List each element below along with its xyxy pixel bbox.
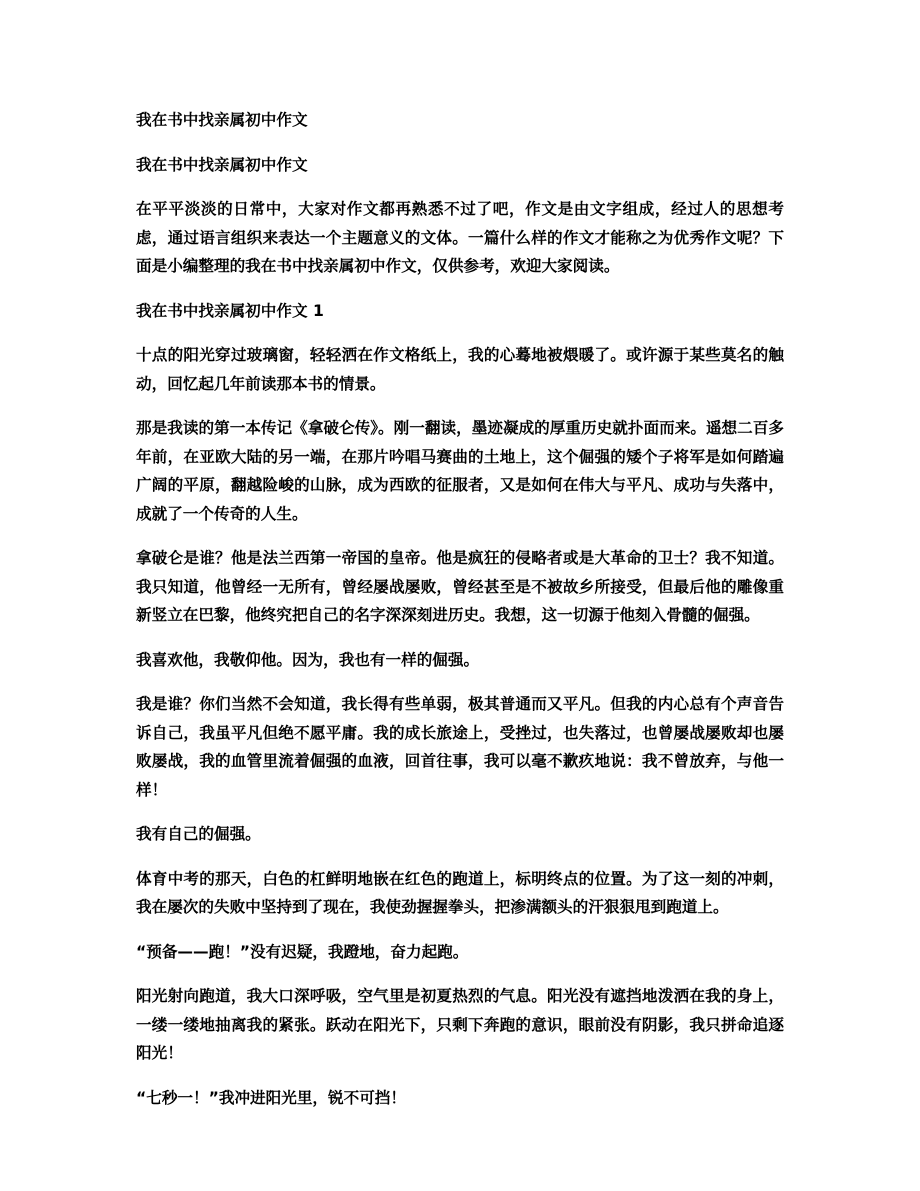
document-page bbox=[136, 106, 784, 1128]
body-paragraph: 我有自己的倔强。 bbox=[136, 825, 261, 843]
body-paragraph: 拿破仑是谁？他是法兰西第一帝国的皇帝。他是疯狂的侵略者或是大革命的卫士？我不知道。我只知道，他曾经一无所有，曾经屡战屡败，曾经甚至是不被故乡所接受，但最后他的雕像重新竖立在巴黎，他终究把自己的名字深深刻进历史。我想，这一切源于他刻入骨髓的倔强。 bbox=[136, 549, 784, 624]
body-paragraph: 体育中考的那天，白色的杠鲜明地嵌在红色的跑道上，标明终点的位置。为了这一刻的冲刺，我在屡次的失败中坚持到了现在，我使劲握握拳头，把渗满额头的汗狠狠甩到跑道上。 bbox=[136, 869, 784, 916]
body-paragraph: 阳光射向跑道，我大口深呼吸，空气里是初夏热烈的气息。阳光没有遮挡地泼洒在我的身上，一缕一缕地抽离我的紧张。跃动在阳光下，只剩下奔跑的意识，眼前没有阴影，我只拼命追逐阳光！ bbox=[136, 987, 784, 1062]
body-paragraph: 我喜欢他，我敬仰他。因为，我也有一样的倔强。 bbox=[136, 650, 480, 669]
body-paragraph: 十点的阳光穿过玻璃窗，轻轻洒在作文格纸上，我的心蓦地被煨暖了。或许源于某些莫名的触动，回忆起几年前读那本书的情景。 bbox=[136, 346, 784, 393]
intro-paragraph: 在平平淡淡的日常中，大家对作文都再熟悉不过了吧，作文是由文字组成，经过人的思想考虑，通过语言组织来表达一个主题意义的文体。一篇什么样的作文才能称之为优秀作文呢？下面是小编整理的我在书中找亲属初中作文，仅供参考，欢迎大家阅读。 bbox=[136, 200, 784, 275]
body-paragraph: “预备——跑！”没有迟疑，我蹬地，奋力起跑。 bbox=[136, 942, 469, 961]
document-title: 我在书中找亲属初中作文 bbox=[136, 111, 308, 129]
body-paragraph: 那是我读的第一本传记《拿破仑传》。刚一翻读，墨迹凝成的厚重历史就扑面而来。遥想二百多年前，在亚欧大陆的另一端，在那片吟唱马赛曲的土地上，这个倔强的矮个子将军是如何踏遍广阔的平原，翻越险峻的山脉，成为西欧的征服者，又是如何在伟大与平凡、成功与失落中，成就了一个传奇的人生。 bbox=[136, 419, 784, 523]
document-subtitle: 我在书中找亲属初中作文 bbox=[136, 155, 308, 174]
body-paragraph: 我是谁？你们当然不会知道，我长得有些单弱，极其普通而又平凡。但我的内心总有个声音告诉自己，我虽平凡但绝不愿平庸。我的成长旅途上，受挫过，也失落过，也曾屡战屡败却也屡败屡战，我的血管里流着倔强的血液，回首往事，我可以毫不歉疚地说：我不曾放弃，与他一样！ bbox=[136, 695, 784, 799]
body-paragraph: “七秒一！”我冲进阳光里，锐不可挡！ bbox=[136, 1088, 406, 1107]
essay-heading: 我在书中找亲属初中作文 1 bbox=[136, 301, 324, 320]
